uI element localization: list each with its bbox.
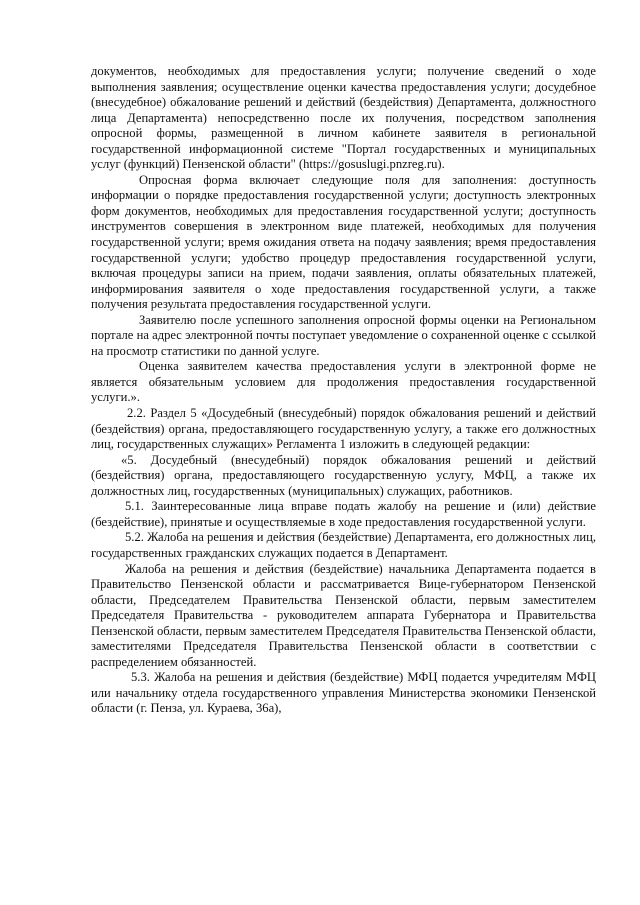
paragraph-optional-assessment: Оценка заявителем качества предоставления услуги в электронной форме не является обязательным условием для продолжения предоставления государственной услуги.». [91, 359, 596, 405]
paragraph-section-5-title: «5. Досудебный (внесудебный) порядок обжалования решений и действий (бездействия) органа, предоставляющего государственную услугу, МФЦ, а также их должностных лиц, государственных (муниципальных) служащих, работников. [91, 452, 596, 498]
paragraph-continuation: документов, необходимых для предоставления услуги; получение сведений о ходе выполнения заявления; осуществление оценки качества предоставления услуги; досудебное (внесудебное) обжалование решений и действий (бездействия) Департамента, должностного лица Департамента) непосредственно после их получения, посредством заполнения опросной формы, размещенной в личном кабинете заявителя в региональной государственной информационной системе "Портал государственных и муниципальных услуг (функций) Пензенской области" (https://gosuslugi.pnzreg.ru). [91, 64, 596, 172]
paragraph-clause-5-3: 5.3. Жалоба на решения и действия (бездействие) МФЦ подается учредителям МФЦ или начальнику отдела государственного управления Министерства экономики Пензенской области (г. Пенза, ул. Кураева, 36а), [91, 670, 596, 716]
paragraph-survey-form: Опросная форма включает следующие поля для заполнения: доступность информации о порядке предоставления государственной услуги; доступность электронных форм документов, необходимых для предоставления государственной услуги; доступность инструментов совершения в электронном виде платежей, необходимых для получения государственной услуги; время ожидания ответа на подачу заявления; время предоставления государственной услуги; удобство процедур предоставления государственной услуги, включая процедуры записи на прием, подачи заявления, оплаты обязательных платежей, информирования заявителя о ходе предоставления государственной услуги, а также получения результата предоставления государственной услуги. [91, 172, 596, 312]
paragraph-clause-5-1: 5.1. Заинтересованные лица вправе подать жалобу на решение и (или) действие (бездействие), принятые и осуществляемые в ходе предоставления государственной услуги. [91, 499, 596, 529]
paragraph-clause-5-2: 5.2. Жалоба на решения и действия (бездействие) Департамента, его должностных лиц, государственных гражданских служащих подается в Департамент. [91, 530, 596, 560]
paragraph-notification: Заявителю после успешного заполнения опросной формы оценки на Региональном портале на адрес электронной почты поступает уведомление о сохраненной оценке с ссылкой на просмотр статистики по данной услуге. [91, 312, 596, 358]
document-body [91, 64, 596, 717]
paragraph-clause-2-2: 2.2. Раздел 5 «Досудебный (внесудебный) порядок обжалования решений и действий (бездействия) органа, предоставляющего государственную услугу, а также его должностных лиц, государственных служащих» Регламента 1 изложить в следующей редакции: [91, 406, 596, 452]
paragraph-complaint-head: Жалоба на решения и действия (бездействие) начальника Департамента подается в Правительство Пензенской области и рассматривается Вице-губернатором Пензенской области, Председателем Правительства Пензенской области, первым заместителем Председателя Правительства - руководителем аппарата Губернатора и Правительства Пензенской области, первым заместителем Председателя Правительства Пензенской области, заместителями Председателя Правительства Пензенской области в соответствии с распределением обязанностей. [91, 561, 596, 669]
